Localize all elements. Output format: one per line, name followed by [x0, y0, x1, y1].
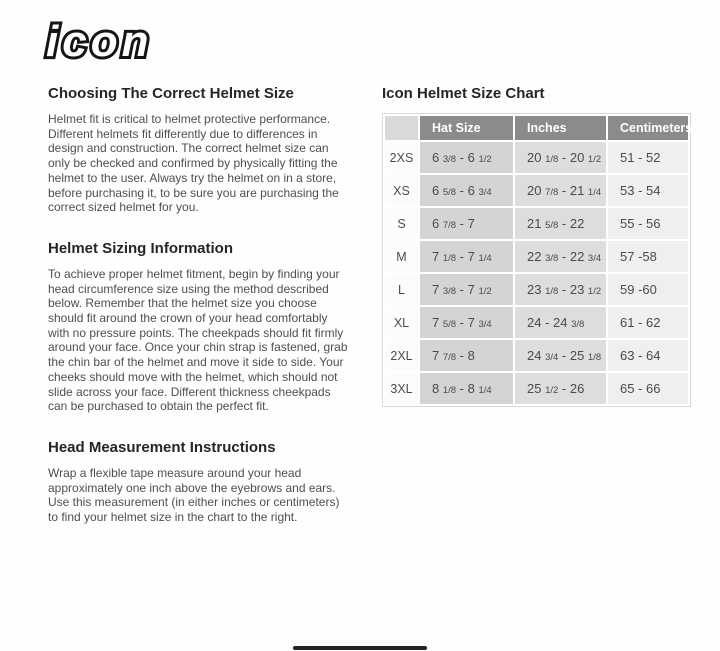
- inches-cell: 24 - 24 3/8: [515, 307, 606, 338]
- table-row: [385, 307, 688, 338]
- size-label: XS: [385, 175, 418, 206]
- fraction: 7/8: [545, 187, 559, 198]
- size-chart-header: [385, 116, 693, 140]
- fraction: 3/8: [442, 154, 457, 165]
- fraction: 1/8: [545, 154, 559, 165]
- centimeters-cell: 61 - 62: [608, 307, 688, 338]
- size-chart-column: [382, 84, 691, 544]
- table-row: [385, 208, 688, 239]
- fraction: 1/4: [478, 253, 492, 264]
- section-helmet-sizing-information: [48, 239, 352, 414]
- fraction: 3/8: [571, 319, 585, 330]
- fraction: 1/4: [478, 385, 492, 396]
- centimeters-cell: 59 -60: [608, 274, 688, 305]
- size-label: S: [385, 208, 418, 239]
- section-body: To achieve proper helmet fitment, begin by finding your head circumference size using the method described below. Remember that the helmet size you choose should fit around the crown of your head comfortably with no pressure points. The cheekpads should fit firmly around your face. Once your chin strap is fastened, grab the chin bar of the helmet and move it side to side. Your cheeks should move with the helmet, which should not slide across your face. Different thickness cheekpads can be purchased to obtain the perfect fit.: [48, 266, 348, 414]
- inches-cell: 25 1/2 - 26: [515, 373, 606, 404]
- fraction: 1/2: [478, 286, 492, 297]
- size-chart-title: Icon Helmet Size Chart: [382, 85, 545, 102]
- table-row: [385, 274, 688, 305]
- header-row: [385, 116, 688, 140]
- table-row: [385, 373, 688, 404]
- icon-brand-logo: [46, 17, 153, 66]
- table-row: [385, 142, 688, 173]
- inches-cell: 22 3/8 - 22 3/4: [515, 241, 606, 272]
- section-heading: Choosing The Correct Helmet Size: [48, 85, 294, 102]
- icon-logo-text: icon: [46, 17, 153, 66]
- inches-cell: 20 1/8 - 20 1/2: [515, 142, 606, 173]
- section-heading: Helmet Sizing Information: [48, 239, 234, 257]
- fraction: 7/8: [442, 220, 457, 231]
- size-chart-table: [383, 114, 693, 406]
- fraction: 3/8: [545, 253, 559, 264]
- inches-cell: 23 1/8 - 23 1/2: [515, 274, 606, 305]
- home-indicator-bar: [293, 646, 427, 650]
- fraction: 3/4: [478, 319, 492, 330]
- hat-size-cell: 7 5/8 - 7 3/4: [420, 307, 513, 338]
- section-body: Wrap a flexible tape measure around your head approximately one inch above the eyebrows and ears. Use this measurement (in either inches or centimeters) to find your helmet size in the chart to the right.: [48, 465, 340, 525]
- column-header: Hat Size: [420, 116, 513, 140]
- fraction: 3/4: [545, 352, 559, 363]
- inches-cell: 21 5/8 - 22: [515, 208, 606, 239]
- section-choosing-helmet-size: [48, 84, 352, 215]
- fraction: 5/8: [442, 187, 457, 198]
- centimeters-cell: 55 - 56: [608, 208, 688, 239]
- column-header: Centimeters: [608, 116, 688, 140]
- content-columns: [48, 84, 691, 544]
- fraction: 1/2: [587, 286, 602, 297]
- fraction: 3/4: [478, 187, 492, 198]
- section-heading: Head Measurement Instructions: [48, 438, 276, 456]
- fraction: 5/8: [545, 220, 559, 231]
- fraction: 1/8: [442, 253, 457, 264]
- fraction: 1/8: [587, 352, 602, 363]
- fraction: 3/8: [442, 286, 457, 297]
- centimeters-cell: 51 - 52: [608, 142, 688, 173]
- size-chart-table-wrap: [382, 113, 691, 407]
- section-head-measurement-instructions: [48, 438, 352, 525]
- size-label: 2XS: [385, 142, 418, 173]
- centimeters-cell: 57 -58: [608, 241, 688, 272]
- fraction: 1/8: [442, 385, 457, 396]
- table-row: [385, 241, 688, 272]
- inches-cell: 24 3/4 - 25 1/8: [515, 340, 606, 371]
- hat-size-cell: 8 1/8 - 8 1/4: [420, 373, 513, 404]
- fraction: 1/8: [545, 286, 559, 297]
- inches-cell: 20 7/8 - 21 1/4: [515, 175, 606, 206]
- size-label: 2XL: [385, 340, 418, 371]
- size-label: 3XL: [385, 373, 418, 404]
- section-body: Helmet fit is critical to helmet protective performance. Different helmets fit differently due to differences in design and construction. The correct helmet size can only be checked and confirmed by physically fitting the helmet to the user. Always try the helmet on in a store, before purchasing it, to be sure you are purchasing the correct sized helmet for you.: [48, 112, 339, 215]
- fraction: 3/4: [587, 253, 602, 264]
- hat-size-cell: 7 3/8 - 7 1/2: [420, 274, 513, 305]
- hat-size-cell: 7 1/8 - 7 1/4: [420, 241, 513, 272]
- centimeters-cell: 53 - 54: [608, 175, 688, 206]
- fraction: 7/8: [442, 352, 457, 363]
- centimeters-cell: 65 - 66: [608, 373, 688, 404]
- hat-size-cell: 6 7/8 - 7: [420, 208, 513, 239]
- hat-size-cell: 6 3/8 - 6 1/2: [420, 142, 513, 173]
- hat-size-cell: 6 5/8 - 6 3/4: [420, 175, 513, 206]
- sizing-info-column: [48, 84, 352, 544]
- fraction: 1/2: [545, 385, 559, 396]
- column-header: [385, 116, 418, 140]
- size-chart-body: [385, 142, 688, 404]
- centimeters-cell: 63 - 64: [608, 340, 688, 371]
- fraction: 1/2: [587, 154, 602, 165]
- table-row: [385, 340, 688, 371]
- column-header: Inches: [515, 116, 606, 140]
- size-label: XL: [385, 307, 418, 338]
- hat-size-cell: 7 7/8 - 8: [420, 340, 513, 371]
- fraction: 5/8: [442, 319, 457, 330]
- table-row: [385, 175, 688, 206]
- fraction: 1/2: [478, 154, 492, 165]
- size-label: L: [385, 274, 418, 305]
- size-label: M: [385, 241, 418, 272]
- fraction: 1/4: [587, 187, 602, 198]
